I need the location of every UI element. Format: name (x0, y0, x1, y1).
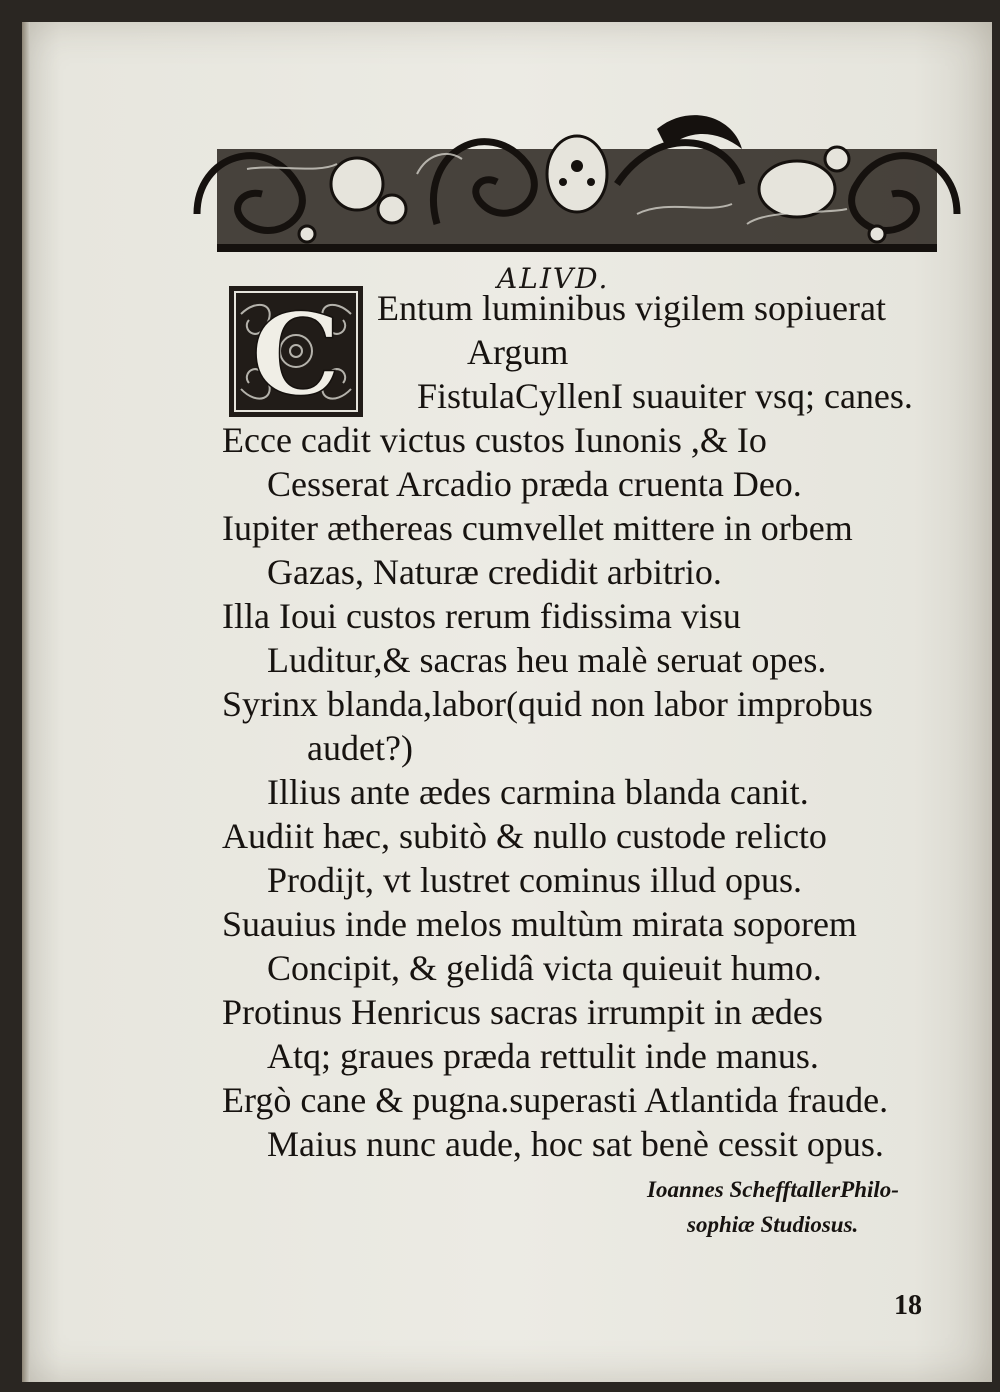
signature-line: Ioannes SchefftallerPhilo- (647, 1177, 899, 1202)
decorative-headpiece (187, 94, 967, 254)
poem-line: Luditur,& sacras heu malè seruat opes. (267, 640, 827, 680)
poem-line: Concipit, & gelidâ victa quieuit humo. (267, 948, 822, 988)
poem-line: Maius nunc aude, hoc sat benè cessit opus. (267, 1124, 884, 1164)
poem-line: Suauius inde melos multùm mirata soporem (222, 904, 857, 944)
poem-line: Ecce cadit victus custos Iunonis ,& Io (222, 420, 767, 460)
poem-line: Ergò cane & pugna.superasti Atlantida fraude. (222, 1080, 889, 1120)
poem-line: Gazas, Naturæ credidit arbitrio. (267, 552, 722, 592)
decorated-initial (227, 284, 365, 419)
poem-line: Iupiter æthereas cumvellet mittere in orbem (222, 508, 853, 548)
initial-letter: C (251, 290, 341, 419)
poem-line: Syrinx blanda,labor(quid non labor improbus (222, 684, 873, 724)
poem-line: Illius ante ædes carmina blanda canit. (267, 772, 809, 812)
page-number: 18 (894, 1290, 922, 1321)
book-page (22, 22, 992, 1382)
poem-line: Cesserat Arcadio præda cruenta Deo. (267, 464, 802, 504)
poem-line: FistulaCyllenI suauiter vsq; canes. (417, 376, 913, 416)
poem-heading: ALIVD. (497, 262, 610, 295)
page-gutter (22, 22, 30, 1382)
poem-line: Prodijt, vt lustret cominus illud opus. (267, 860, 803, 900)
poem-line: Atq; graues præda rettulit inde manus. (267, 1036, 819, 1076)
poem-line: Argum (467, 332, 569, 372)
poem-line: Audiit hæc, subitò & nullo custode relicto (222, 816, 827, 856)
signature-line: sophiæ Studiosus. (687, 1212, 859, 1237)
poem-line: Illa Ioui custos rerum fidissima visu (222, 596, 741, 636)
poem-line: Entum luminibus vigilem sopiuerat (377, 288, 886, 328)
poem-line: audet?) (307, 728, 413, 768)
poem-line: Protinus Henricus sacras irrumpit in ædes (222, 992, 823, 1032)
